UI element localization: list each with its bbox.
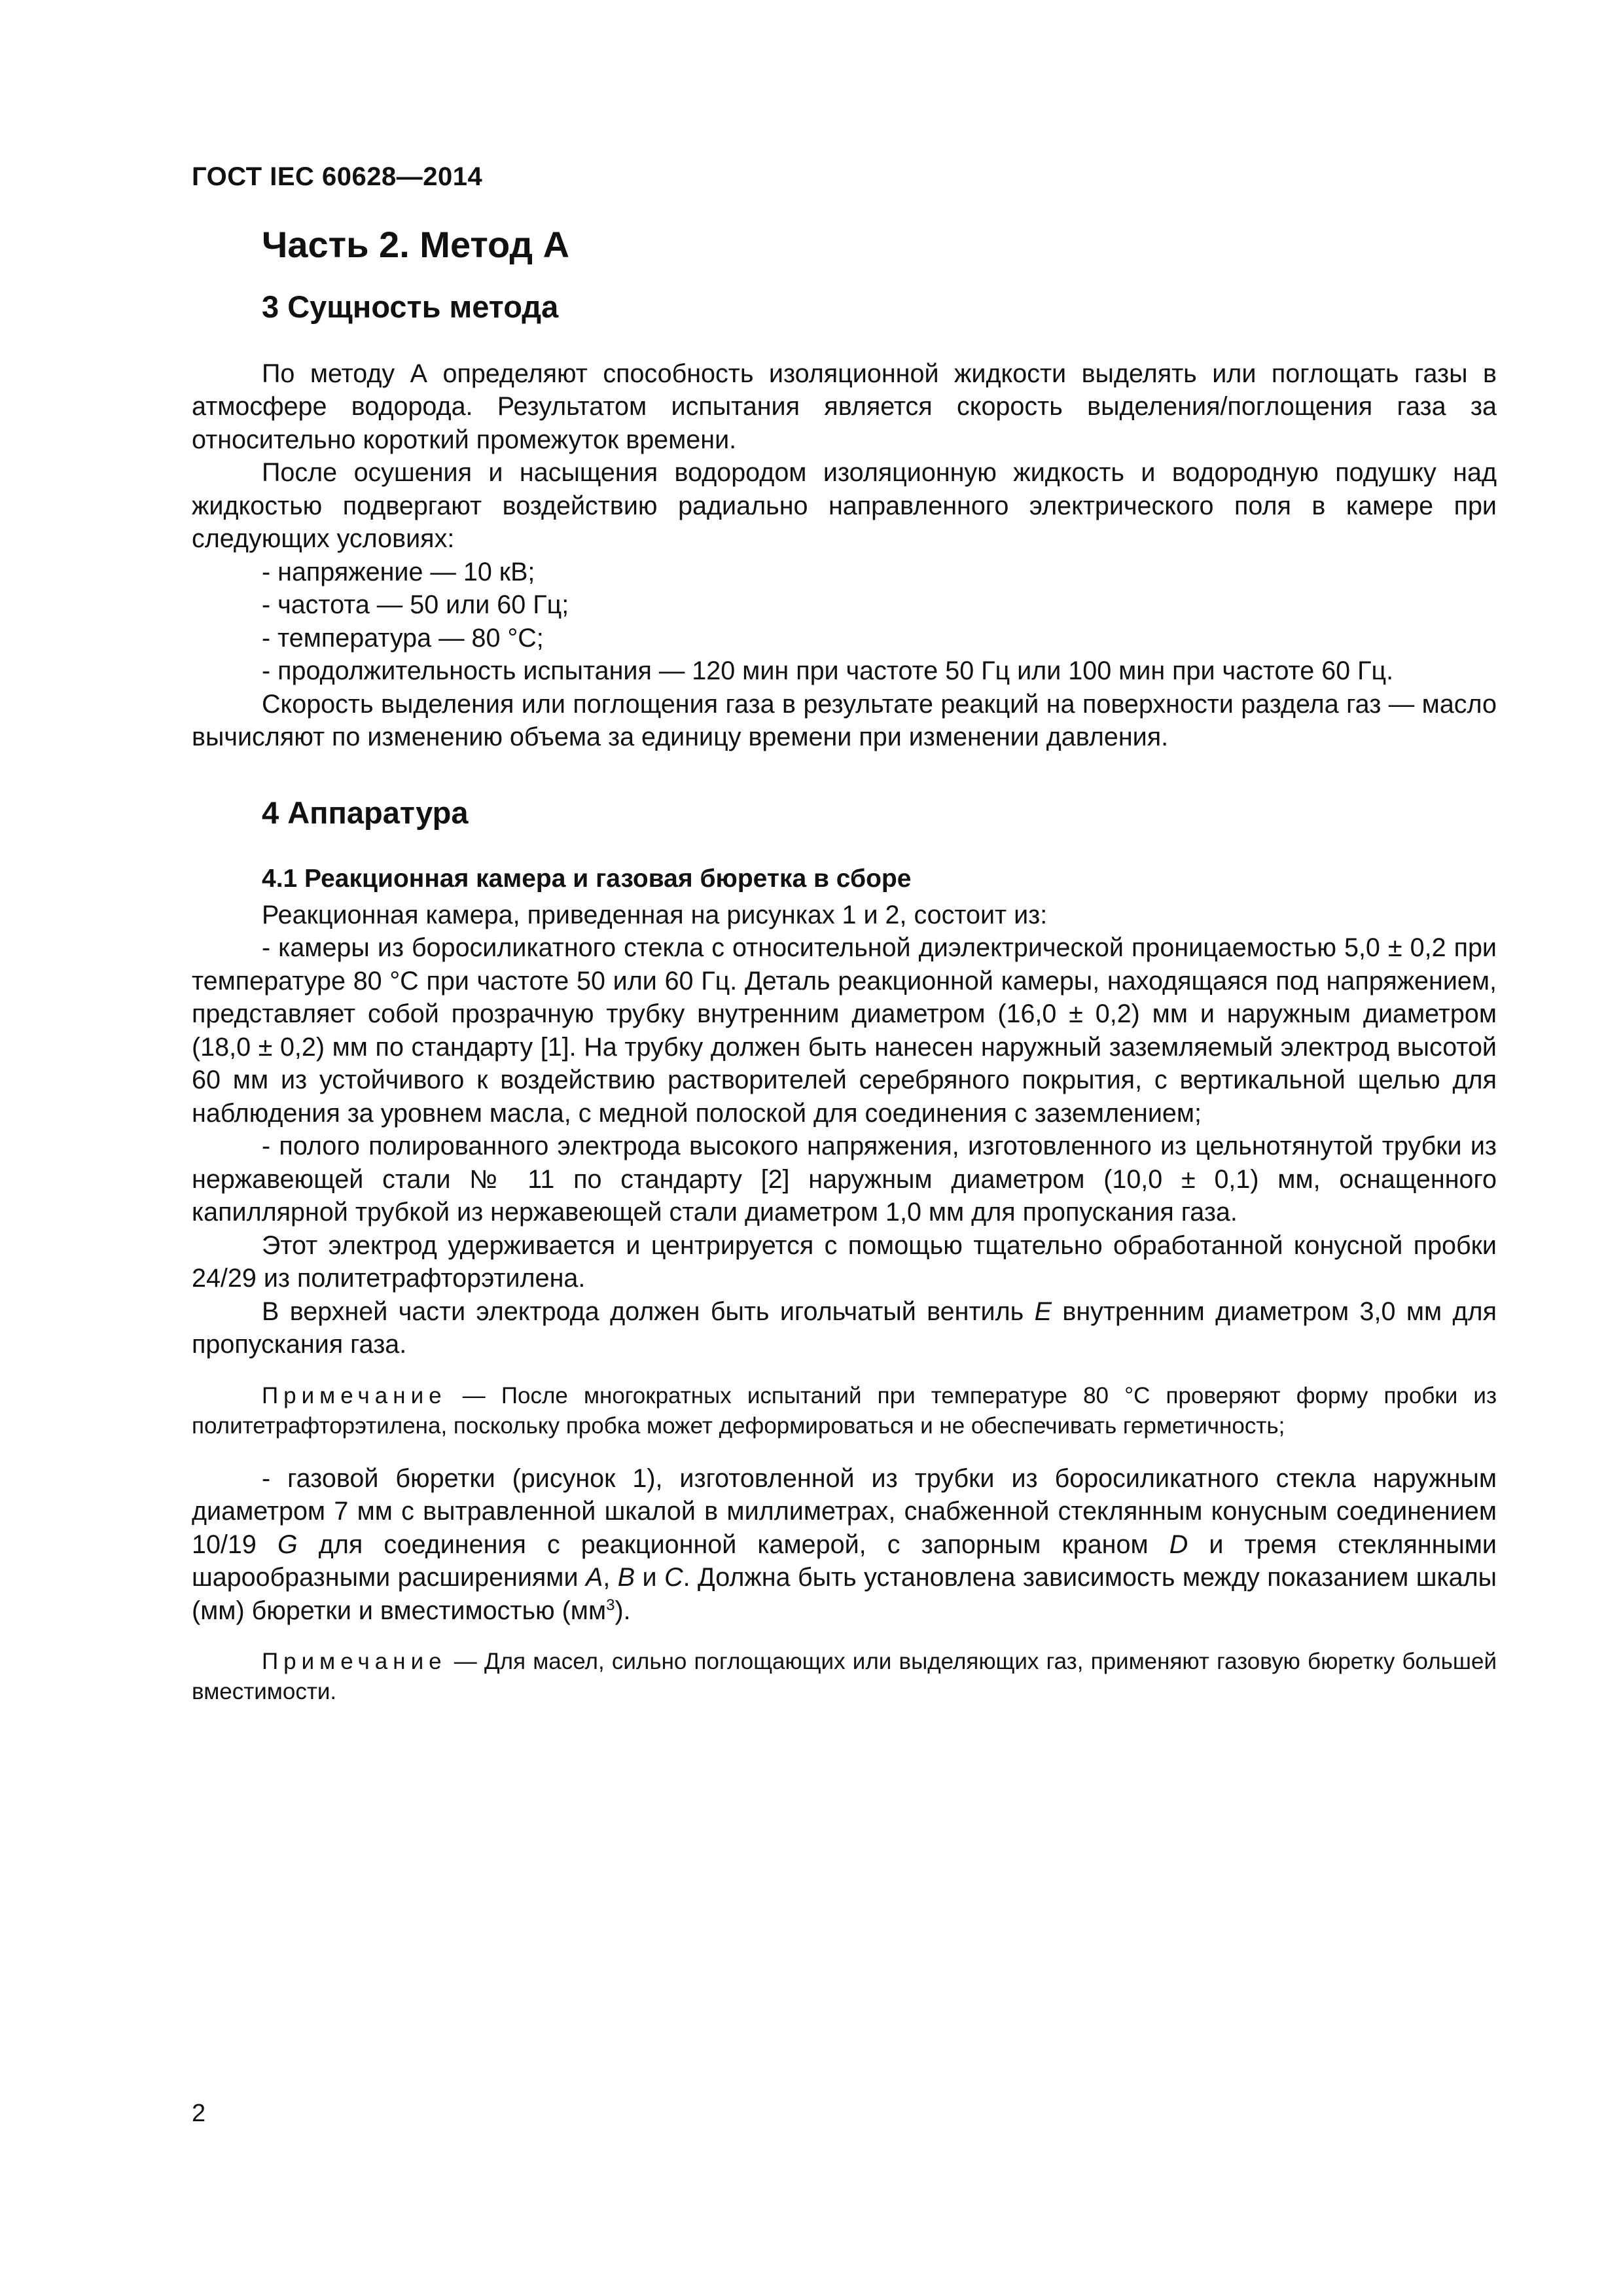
list-item-electrode: - полого полированного электрода высокого напряжения, изготовленного из цельнотянутой трубки из нержавеющей стали № 11 по стандарту [2] наружным диаметром (10,0 ± 0,1) мм, оснащенного капиллярной трубкой из нержавеющей стали диаметром 1,0 мм для пропускания газа. [192, 1132, 1497, 1227]
note-2-text: — Для масел, сильно поглощающих или выделяющих газ, применяют газовую бюретку большей вместимости. [192, 1649, 1497, 1705]
paragraph-needle-valve [192, 1295, 1497, 1361]
burette-text-end: ). [615, 1596, 631, 1625]
condition-temperature: - температура — 80 °С; [262, 623, 544, 653]
condition-duration: - продолжительность испытания — 120 мин при частоте 50 Гц или 100 мин при частоте 60 Гц. [262, 656, 1394, 686]
subsection-4-1-title: 4.1 Реакционная камера и газовая бюретка в сборе [262, 864, 912, 893]
page-number: 2 [192, 2100, 206, 2127]
burette-label-a: A [585, 1563, 603, 1592]
burette-label-c: C [664, 1563, 683, 1592]
section-3-paragraph-2: После осушения и насыщения водородом изоляционную жидкость и водородную подушку над жидкостью подвергают воздействию радиально направленного электрического поля в камере при следующих условиях: [192, 458, 1497, 554]
note-1 [192, 1381, 1497, 1441]
section-4-title: 4 Аппаратура [262, 795, 469, 830]
burette-label-d: D [1169, 1530, 1188, 1559]
section-3-title: 3 Сущность метода [262, 289, 559, 325]
burette-text-a: - газовой бюретки (рисунок 1), изготовленной из трубки из боросиликатного стекла наружным диаметром 7 мм с вытравленной шкалой в миллиметрах, снабженной стеклянным конусным соединением 10/19 [192, 1463, 1497, 1559]
list-item-burette [192, 1462, 1497, 1628]
burette-text-d: . Должна быть установлена зависимость между показанием шкалы (мм) бюретки и вместимостью (мм [192, 1563, 1497, 1625]
part-title: Часть 2. Метод А [262, 224, 570, 265]
burette-superscript: 3 [606, 1596, 615, 1614]
burette-text-c: и тремя стеклянными шарообразными расширениями [192, 1530, 1497, 1592]
list-item-chamber: - камеры из боросиликатного стекла с относительной диэлектрической проницаемостью 5,0 ± 0,2 при температуре 80 °С при частоте 50 или 60 Гц. Деталь реакционной камеры, находящаяся под напряжением, представляет собой прозрачную трубку внутренним диаметром (16,0 ± 0,2) мм и наружным диаметром (18,0 ± 0,2) мм по стандарту [1]. На трубку должен быть нанесен наружный заземляемый электрод высотой 60 мм из устойчивого к воздействию растворителей серебряного покрытия, с вертикальной щелью для наблюдения за уровнем масла, с медной полоской для соединения с заземлением; [192, 933, 1497, 1128]
section-3-paragraph-3: Скорость выделения или поглощения газа в результате реакций на поверхности раздела газ — масло вычисляют по изменению объема за единицу времени при изменении давления. [192, 689, 1497, 752]
note-2-label: Примечание [262, 1649, 447, 1675]
paragraph-electrode-centering: Этот электрод удерживается и центрируется с помощью тщательно обработанной конусной пробки 24/29 из политетрафторэтилена. [192, 1230, 1497, 1293]
valve-text-a: В верхней части электрода должен быть игольчатый вентиль [262, 1297, 1035, 1326]
burette-label-g: G [277, 1530, 298, 1559]
burette-label-b: B [617, 1563, 635, 1592]
burette-sep-2: и [635, 1563, 665, 1592]
burette-sep-1: , [603, 1563, 618, 1592]
valve-text-b: внутренним диаметром 3,0 мм для пропускания газа. [192, 1297, 1497, 1359]
burette-text-b: для соединения с реакционной камерой, с запорным краном [297, 1530, 1169, 1559]
note-1-label: Примечание [262, 1382, 447, 1408]
condition-frequency: - частота — 50 или 60 Гц; [262, 590, 569, 620]
note-1-text: — После многократных испытаний при температуре 80 °С проверяют форму пробки из политетрафторэтилена, поскольку пробка может деформироваться и не обеспечивать герметичность; [192, 1382, 1497, 1439]
valve-label-e: E [1034, 1297, 1052, 1326]
section-3-paragraph-1: По методу А определяют способность изоляционной жидкости выделять или поглощать газы в атмосфере водорода. Результатом испытания является скорость выделения/поглощения газа за относительно короткий промежуток времени. [192, 359, 1497, 454]
page-content [192, 223, 1497, 1728]
subsection-4-1-intro: Реакционная камера, приведенная на рисунках 1 и 2, состоит из: [262, 900, 1048, 929]
standard-header: ГОСТ IEC 60628—2014 [192, 162, 483, 191]
condition-voltage: - напряжение — 10 кВ; [262, 557, 535, 586]
note-2 [192, 1647, 1497, 1707]
